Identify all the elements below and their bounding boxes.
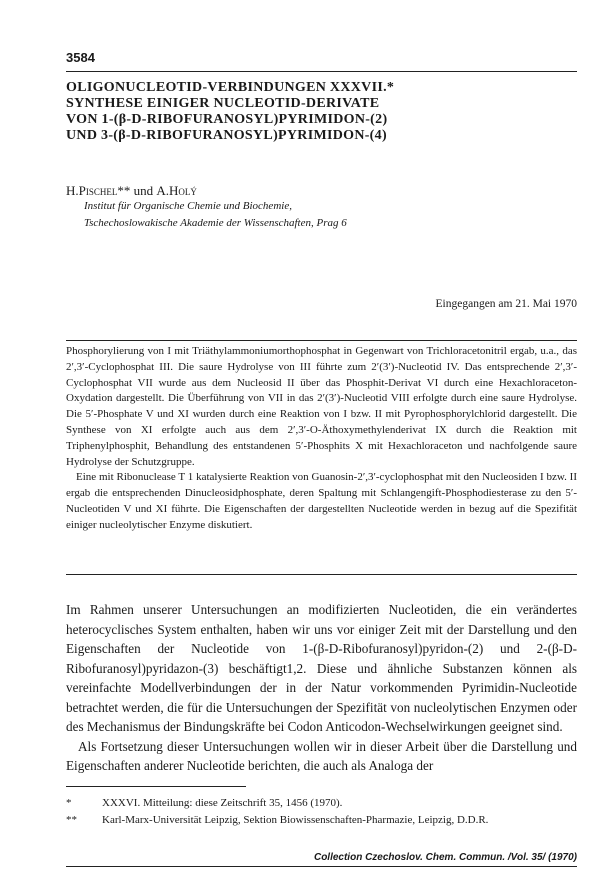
body-text: [66, 600, 577, 776]
author-first: H.Pischel**: [66, 183, 131, 198]
title-line: SYNTHESE EINIGER NUCLEOTID-DERIVATE: [66, 96, 380, 111]
footer-rule: [66, 866, 577, 867]
header-rule: [66, 71, 577, 72]
footnote-mark: **: [66, 814, 77, 826]
affiliation-line: Tschechoslowakische Akademie der Wissenschaften, Prag 6: [84, 217, 347, 229]
body-paragraph: Im Rahmen unserer Untersuchungen an modifizierten Nucleotiden, die ein verändertes heterocyclisches System enthalten, haben wir uns vor einiger Zeit mit der Darstellung und den Eigenschaften der Nucleotide von 1-(β-D-Ribofuranosyl)pyridon-(2) und 2-(β-D-Ribofuranosyl)pyridazon-(3) beschäftigt1,2. Diese und ähnliche Substanzen können als vereinfachte Modellverbindungen der in der Natur vorkommenden Pyrimidin-Nucleotide betrachtet werden, die für die Untersuchungen der Spezifität von nucleolytischen Enzymen oder des Mechanismus der Bindungskräfte bei Codon Anticodon-Wechselwirkungen geeignet sind.: [66, 602, 577, 734]
title-line: UND 3-(β-D-RIBOFURANOSYL)PYRIMIDON-(4): [66, 128, 387, 143]
author-connector: und: [130, 183, 157, 198]
author-second: A.Holý: [156, 183, 197, 198]
footnote-text: Karl-Marx-Universität Leipzig, Sektion Biowissenschaften-Pharmazie, Leipzig, D.D.R.: [102, 814, 489, 826]
abstract-bottom-rule: [66, 574, 577, 575]
abstract-top-rule: [66, 340, 577, 341]
abstract-paragraph: Phosphorylierung von I mit Triäthylammoniumorthophosphat in Gegenwart von Trichloracetonitril ergab, u.a., das 2′,3′-Cyclophosphat III. Die saure Hydrolyse von III führte zum 2′(3′)-Nucleotid IV. Das entsprechende 2′,3′-Cyclophosphat VII wurde aus dem Nucleosid II über das Phosphit-Derivat VI durch eine Hexachloraceton-Oxydation dargestellt. Die Überführung von VII in das 2′(3′)-Nucleotid VIII erfolgte durch eine saure Hydrolyse. Die 5′-Phosphate V und XI wurden durch eine Reaktion von I bzw. II mit Pyrophosphorylchlorid dargestellt. Die Synthese von XI erfolgte auch aus dem 2′,3′-O-Äthoxymethylenderivat IX durch die Reaktion mit Triphenylphosphit, Behandlung des entstandenen 5′-Phosphits X mit Hexachloraceton und nachfolgende saure Hydrolyse der Schutzgruppe.: [66, 345, 577, 468]
authors: [66, 183, 197, 199]
footnote: [66, 812, 577, 829]
footnote: [66, 795, 577, 812]
title-line: OLIGONUCLEOTID-VERBINDUNGEN XXXVII.*: [66, 80, 395, 95]
affiliation-line: Institut für Organische Chemie und Biochemie,: [84, 200, 292, 212]
article-title: [66, 80, 577, 144]
abstract-paragraph: Eine mit Ribonuclease T 1 katalysierte Reaktion von Guanosin-2′,3′-cyclophosphat mit den Nucleosiden I bzw. II ergab die entsprechenden Dinucleosidphosphate, deren Spaltung mit Schlangengift-Phosphodiesterase zu den 5′-Nucleotiden V und XI führte. Die Eigenschaften der dargestellten Nucleotide werden in bezug auf die Spezifität einiger nucleolytischer Enzyme diskutiert.: [66, 471, 577, 531]
page-number: 3584: [66, 50, 95, 65]
body-paragraph: Als Fortsetzung dieser Untersuchungen wollen wir in dieser Arbeit über die Darstellung und Eigenschaften anderer Nucleotide berichten, die auch als Analoga der: [66, 738, 577, 773]
footnote-text: XXXVI. Mitteilung: diese Zeitschrift 35, 1456 (1970).: [102, 797, 343, 809]
footnotes: [66, 795, 577, 829]
title-line: VON 1-(β-D-RIBOFURANOSYL)PYRIMIDON-(2): [66, 112, 388, 127]
footnote-mark: *: [66, 797, 72, 809]
abstract: [66, 344, 577, 534]
journal-citation: Collection Czechoslov. Chem. Commun. /Vol. 35/ (1970): [313, 852, 577, 863]
affiliation: [84, 198, 347, 232]
footnote-rule: [66, 786, 246, 787]
received-date: Eingegangen am 21. Mai 1970: [435, 298, 577, 310]
